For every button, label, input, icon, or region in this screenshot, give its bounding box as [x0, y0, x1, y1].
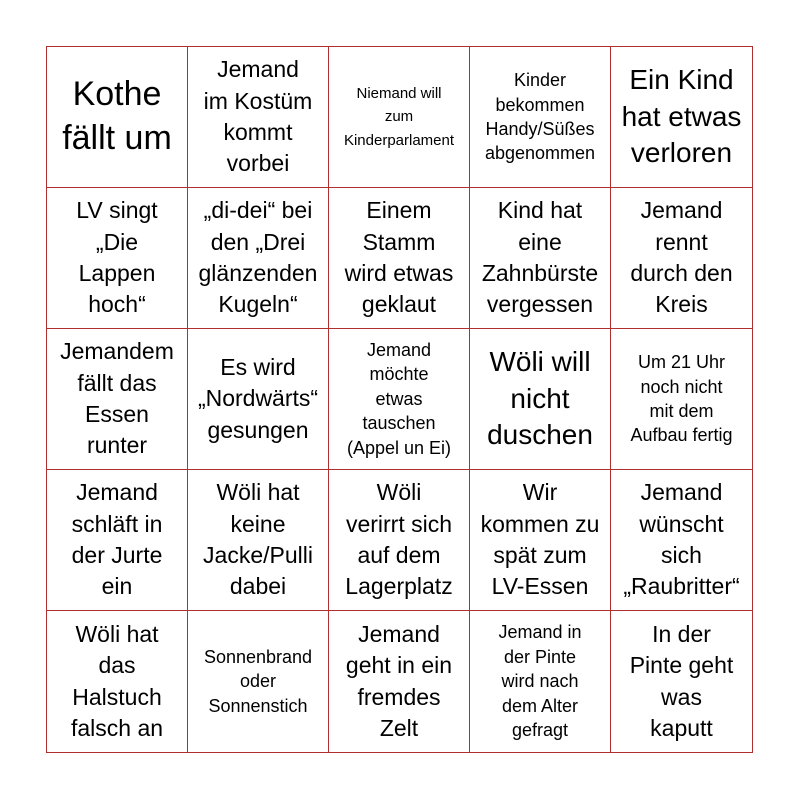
bingo-cell-text: Wöli hat das Halstuch falsch an [70, 620, 164, 741]
bingo-cell-text: Wöli hat keine Jacke/Pulli dabei [203, 479, 313, 600]
bingo-cell[interactable] [188, 611, 329, 752]
bingo-cell-text: Ein Kind hat etwas verloren [621, 64, 742, 169]
bingo-cell-text: Jemand wünscht sich „Raubritter“ [623, 479, 740, 600]
bingo-board [46, 46, 753, 753]
bingo-cell-text: Es wird „Nordwärts“ gesungen [197, 354, 319, 443]
bingo-cell-text: Jemandem fällt das Essen runter [60, 338, 174, 459]
bingo-cell-text: Wöli will nicht duschen [487, 346, 593, 451]
bingo-cell-text: Wöli verirrt sich auf dem Lagerplatz [345, 479, 453, 600]
bingo-cell-text: Wir kommen zu spät zum LV-Essen [480, 479, 600, 600]
bingo-cell[interactable] [470, 611, 611, 752]
bingo-cell[interactable] [329, 470, 470, 611]
bingo-cell-text: Kinder bekommen Handy/Süßes abgenommen [484, 70, 596, 164]
bingo-cell-text: LV singt „Die Lappen hoch“ [76, 197, 158, 318]
bingo-cell-text: Sonnenbrand oder Sonnenstich [203, 646, 313, 716]
bingo-cell-text: Jemand rennt durch den Kreis [630, 197, 733, 318]
bingo-cell[interactable] [47, 329, 188, 470]
bingo-cell[interactable] [47, 188, 188, 329]
bingo-cell[interactable] [188, 329, 329, 470]
bingo-cell-text: In der Pinte geht was kaputt [629, 620, 734, 741]
bingo-cell[interactable] [188, 470, 329, 611]
bingo-cell[interactable] [188, 188, 329, 329]
bingo-cell-text: Kothe fällt um [62, 75, 172, 157]
bingo-cell-text: Jemand möchte etwas tauschen (Appel un Ei) [346, 339, 452, 458]
bingo-cell-text: Jemand im Kostüm kommt vorbei [203, 56, 313, 177]
bingo-cell[interactable] [611, 188, 752, 329]
bingo-cell[interactable] [188, 47, 329, 188]
bingo-cell[interactable] [329, 329, 470, 470]
bingo-cell[interactable] [470, 47, 611, 188]
bingo-cell[interactable] [470, 470, 611, 611]
bingo-cell-text: Jemand in der Pinte wird nach dem Alter gefragt [498, 622, 582, 741]
bingo-cell-text: Einem Stamm wird etwas geklaut [344, 197, 454, 318]
bingo-cell[interactable] [47, 470, 188, 611]
bingo-cell-text: Um 21 Uhr noch nicht mit dem Aufbau fertig [630, 352, 733, 446]
bingo-cell-text: „di-dei“ bei den „Drei glänzenden Kugeln“ [198, 197, 318, 318]
bingo-cell[interactable] [47, 611, 188, 752]
bingo-cell[interactable] [611, 470, 752, 611]
bingo-cell-text: Niemand will zum Kinderparlament [343, 85, 455, 149]
bingo-cell-text: Kind hat eine Zahnbürste vergessen [481, 197, 599, 318]
bingo-cell[interactable] [611, 611, 752, 752]
bingo-cell-text: Jemand schläft in der Jurte ein [71, 479, 163, 600]
bingo-cell[interactable] [611, 329, 752, 470]
bingo-cell[interactable] [329, 47, 470, 188]
bingo-cell[interactable] [611, 47, 752, 188]
bingo-cell-text: Jemand geht in ein fremdes Zelt [345, 620, 453, 741]
bingo-cell[interactable] [470, 329, 611, 470]
bingo-cell[interactable] [47, 47, 188, 188]
bingo-cell[interactable] [470, 188, 611, 329]
bingo-cell[interactable] [329, 611, 470, 752]
bingo-cell[interactable] [329, 188, 470, 329]
